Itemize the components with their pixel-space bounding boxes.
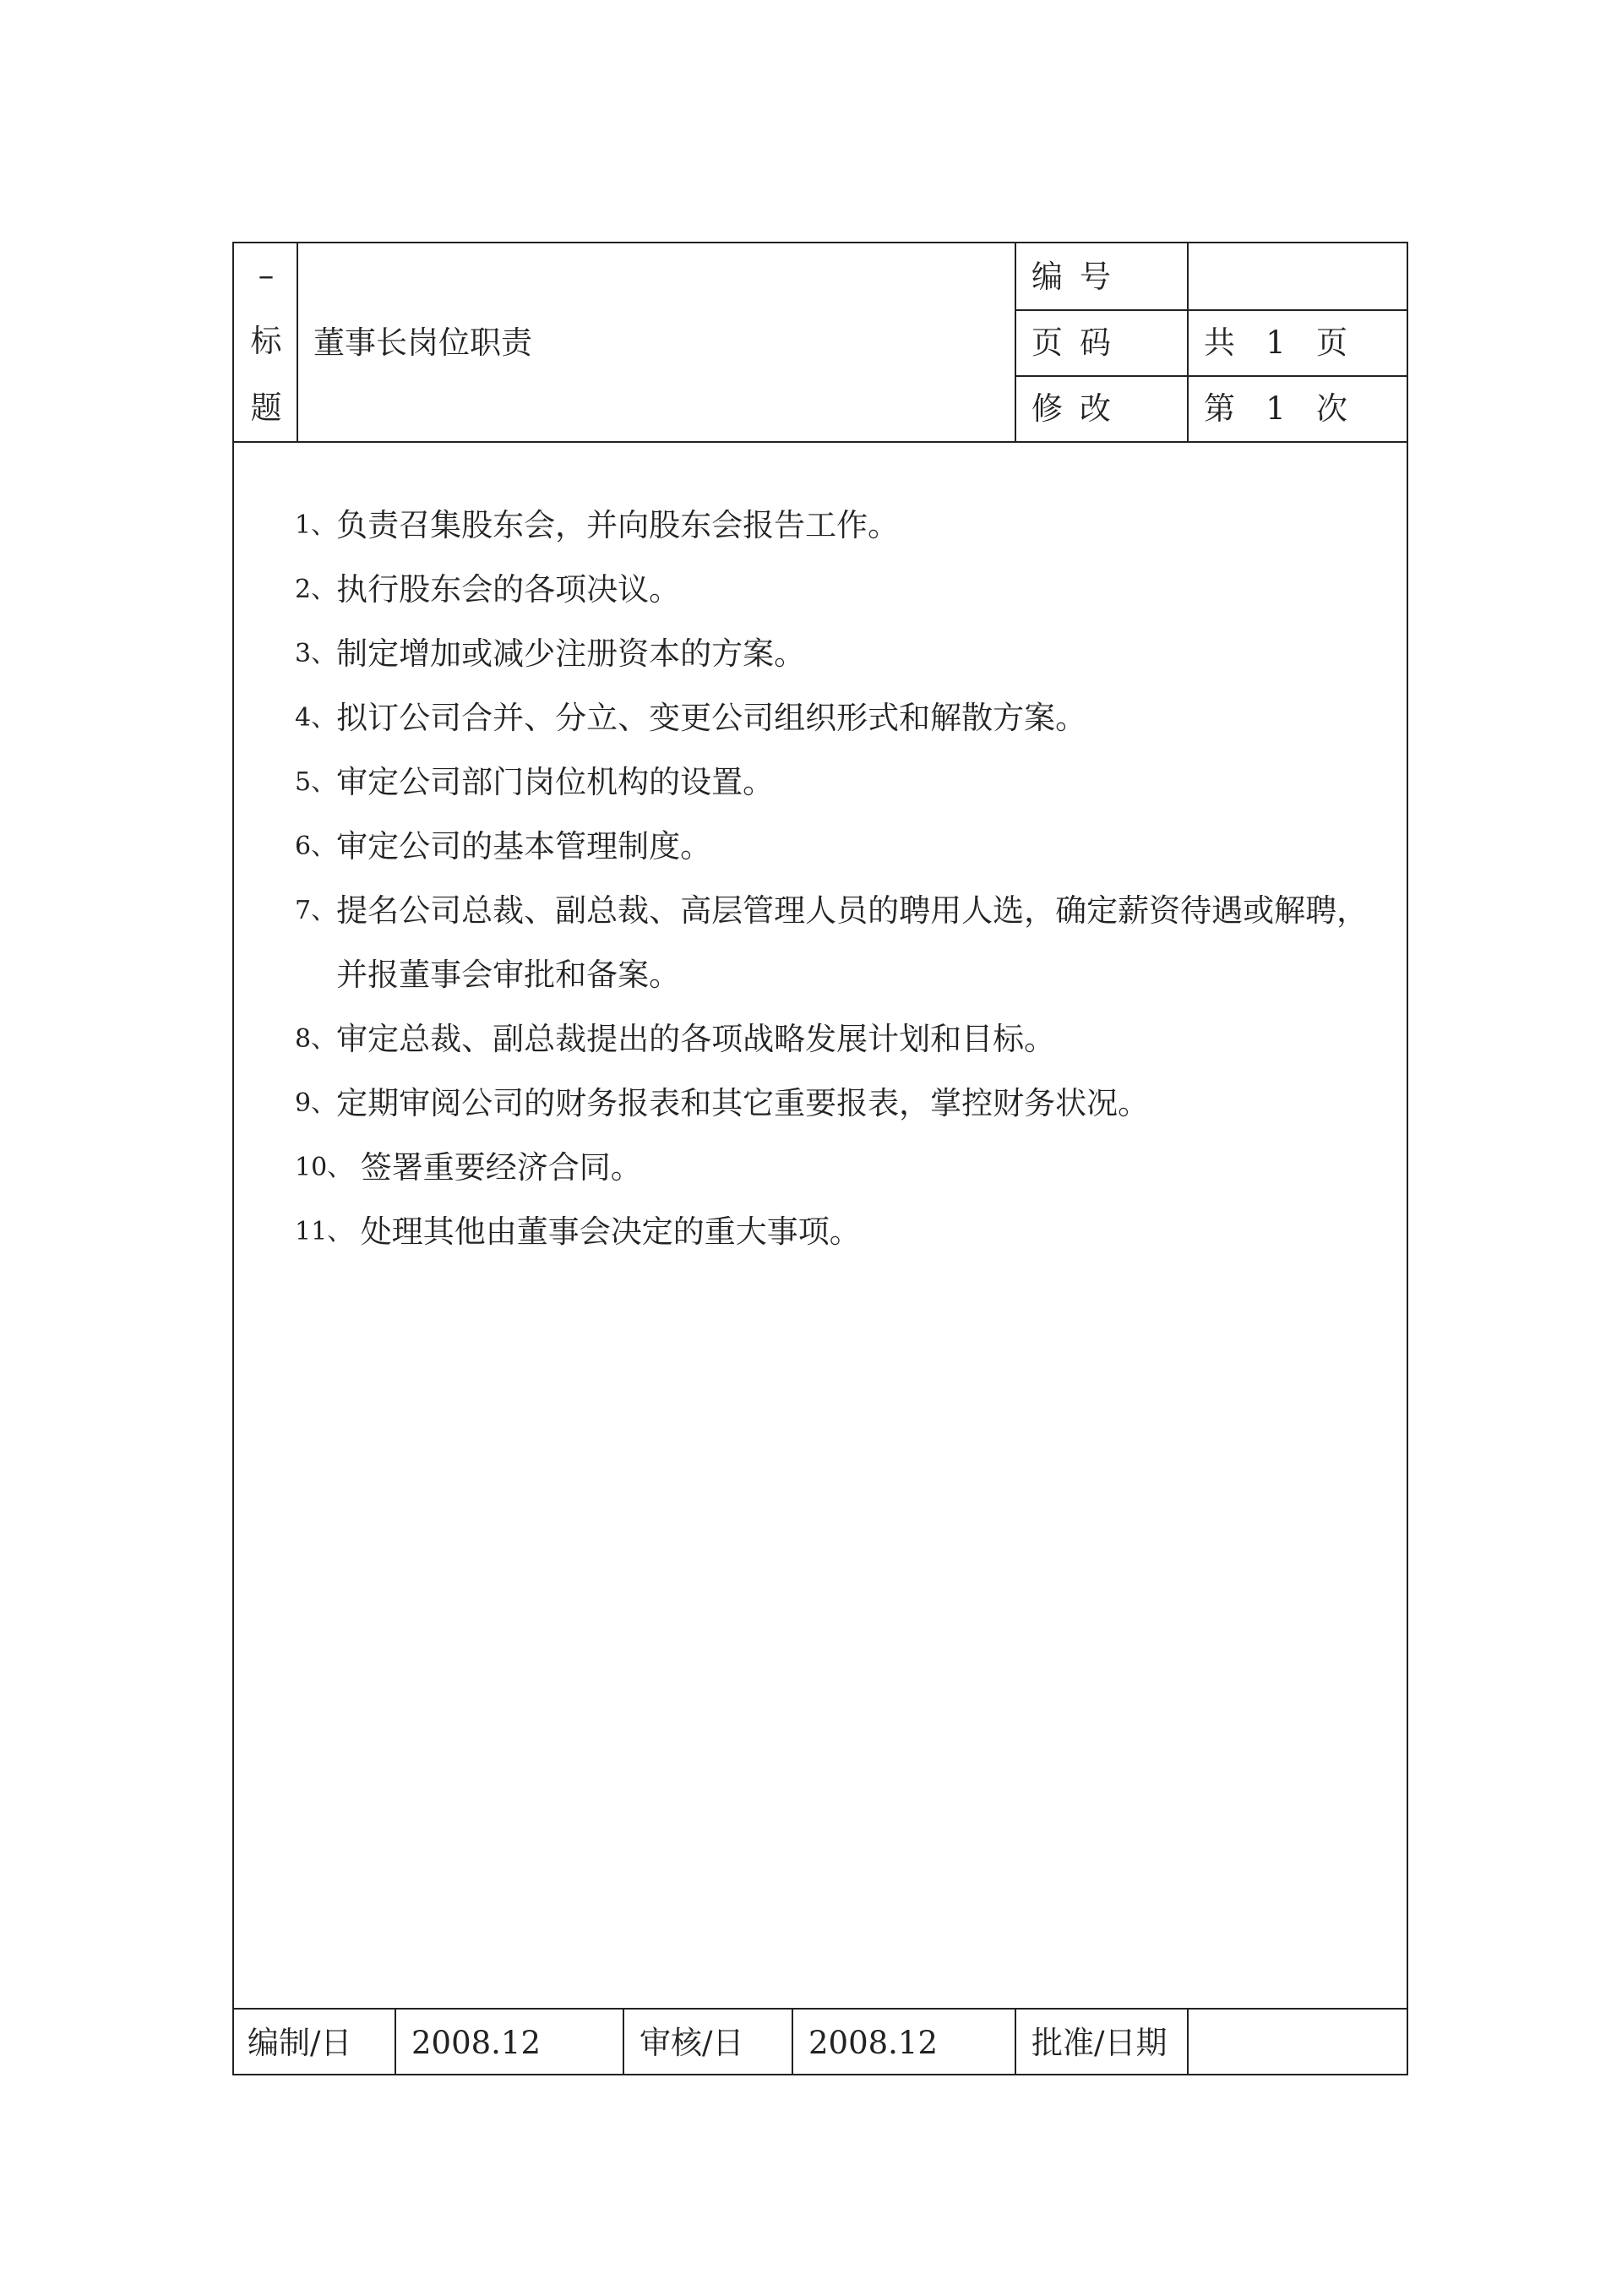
meta-value-page-count: 1 xyxy=(1265,324,1286,361)
footer-prepared-value xyxy=(411,2010,541,2075)
title-label-char-2: 题 xyxy=(250,390,282,426)
list-item-number: 3、 xyxy=(295,639,337,668)
meta-value-revision-suffix: 次 xyxy=(1315,390,1347,427)
list-item xyxy=(295,1200,1393,1264)
list-item xyxy=(295,879,1393,1007)
header-divider-title xyxy=(1015,243,1016,443)
footer-divider-3 xyxy=(792,2008,793,2075)
list-item-text: 提名公司总裁、副总裁、高层管理人员的聘用人选，确定薪资待遇或解聘，并报董事会审批和备案。 xyxy=(336,892,1369,993)
list-item-number: 11、 xyxy=(295,1217,361,1246)
list-item-text: 执行股东会的各项决议。 xyxy=(336,571,681,608)
footer-prepared-label-text: 编制/日 xyxy=(248,2024,352,2061)
list-item-text: 审定公司的基本管理制度。 xyxy=(336,828,712,864)
list-item xyxy=(295,622,1393,686)
list-item-text: 负责召集股东会，并向股东会报告工作。 xyxy=(336,507,900,543)
header-divider-meta xyxy=(1187,243,1189,443)
meta-key-page-char-1: 页 xyxy=(1031,324,1063,361)
meta-key-number-char-2: 号 xyxy=(1080,258,1111,295)
list-item-number: 2、 xyxy=(295,575,337,604)
title-label-column xyxy=(234,243,298,443)
list-item xyxy=(295,1072,1393,1136)
footer-divider-4 xyxy=(1015,2008,1016,2075)
meta-key-number xyxy=(1031,243,1111,309)
meta-key-number-char-1: 编 xyxy=(1031,258,1063,295)
document-title-text: 董事长岗位职责 xyxy=(313,324,532,361)
meta-value-revision-count: 1 xyxy=(1265,390,1286,427)
list-item-number: 4、 xyxy=(295,703,337,733)
meta-value-page xyxy=(1204,309,1347,375)
list-item-text: 定期审阅公司的财务报表和其它重要报表，掌控财务状况。 xyxy=(336,1085,1150,1121)
list-item xyxy=(295,750,1393,815)
list-item-number: 10、 xyxy=(295,1153,361,1182)
list-item xyxy=(295,686,1393,750)
list-item-text: 制定增加或减少注册资本的方案。 xyxy=(336,635,806,672)
list-item xyxy=(295,1007,1393,1072)
footer-divider-1 xyxy=(395,2008,396,2075)
document-title xyxy=(313,309,532,375)
meta-key-revision-char-2: 改 xyxy=(1080,390,1111,427)
title-label-dash: – xyxy=(258,257,275,293)
list-item xyxy=(295,1136,1393,1200)
footer-divider-2 xyxy=(623,2008,624,2075)
list-item xyxy=(295,494,1393,558)
list-item-text: 审定公司部门岗位机构的设置。 xyxy=(336,764,775,800)
footer-reviewed-label-text: 审核/日 xyxy=(640,2024,744,2061)
list-item xyxy=(295,815,1393,879)
footer-reviewed-label xyxy=(640,2010,743,2075)
meta-value-page-prefix: 共 xyxy=(1204,324,1235,361)
meta-key-page xyxy=(1031,309,1111,375)
list-item-number: 6、 xyxy=(295,832,337,861)
list-item xyxy=(295,558,1393,622)
list-item-number: 5、 xyxy=(295,767,337,797)
footer-approved-label xyxy=(1031,2010,1167,2075)
footer-divider-5 xyxy=(1187,2008,1189,2075)
footer-reviewed-value-text: 2008.12 xyxy=(808,2024,939,2061)
list-item-number: 7、 xyxy=(295,896,337,925)
document-form xyxy=(232,242,1408,2075)
list-item-text: 审定总裁、副总裁提出的各项战略发展计划和目标。 xyxy=(336,1021,1056,1057)
meta-value-page-suffix: 页 xyxy=(1315,324,1347,361)
meta-key-page-char-2: 码 xyxy=(1080,324,1111,361)
header-bottom-border xyxy=(234,441,1408,443)
footer-reviewed-value xyxy=(808,2010,938,2075)
meta-key-revision-char-1: 修 xyxy=(1031,390,1063,427)
list-item-text: 签署重要经济合同。 xyxy=(360,1149,642,1186)
title-label-char-1: 标 xyxy=(250,322,282,359)
meta-key-revision xyxy=(1031,375,1111,441)
list-item-text: 拟订公司合并、分立、变更公司组织形式和解散方案。 xyxy=(336,700,1087,736)
footer-prepared-value-text: 2008.12 xyxy=(411,2024,542,2061)
list-item-number: 1、 xyxy=(295,510,337,540)
meta-value-revision xyxy=(1204,375,1347,441)
meta-value-revision-prefix: 第 xyxy=(1204,390,1235,427)
footer-prepared-label xyxy=(248,2010,351,2075)
list-item-number: 8、 xyxy=(295,1024,337,1054)
list-item-text: 处理其他由董事会决定的重大事项。 xyxy=(360,1213,861,1250)
list-item-number: 9、 xyxy=(295,1088,337,1118)
duty-list xyxy=(295,494,1393,1264)
footer-approved-label-text: 批准/日期 xyxy=(1031,2024,1168,2061)
